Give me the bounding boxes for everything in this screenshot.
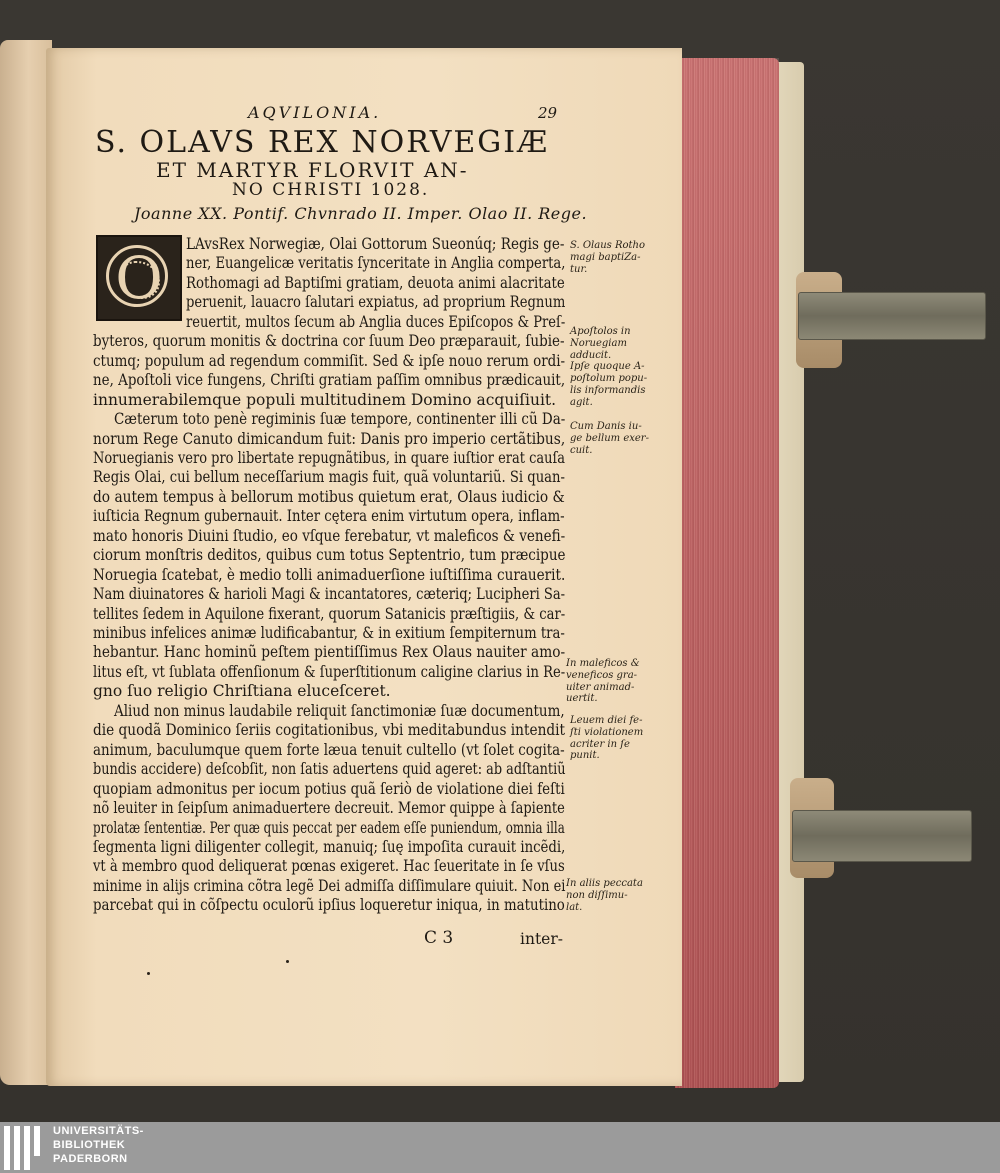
body-line: byteros, quorum monitis & doctrina cor ſuum Deo præparauit, ſubie-: [93, 332, 565, 351]
marginal-note-line: cuit.: [570, 444, 593, 456]
library-footer: [0, 1122, 1000, 1173]
body-line: parcebat qui in cõſpectu oculorũ ipſius loqueretur iniqua, in matutino: [93, 896, 565, 915]
marginal-note-line: punit.: [570, 750, 600, 762]
body-line: die quodã Dominico ſeriis cogitationibus, vbi meditabundus intendit: [93, 721, 565, 740]
marginal-note-line: Cum Danis iu-: [570, 421, 642, 432]
marginal-note-line: ſti violationem: [570, 726, 644, 738]
body-line: Noruegia ſcatebat, è medio tolli animaduerſione iuſtiſſima curauerit.: [93, 565, 566, 584]
body-line: ſegmenta ligni diligenter collegit, manuiq; ſuę impoſita curauit incẽdi,: [93, 837, 566, 856]
catchword: inter-: [520, 930, 563, 948]
marginal-note-line: In aliis peccata: [566, 878, 643, 889]
marginal-note-line: uertit.: [566, 693, 598, 705]
body-line: gno ſuo religio Chriſtiana eluceſceret.: [93, 682, 391, 701]
body-line: hebantur. Hanc hominũ peſtem pientiſſimus Rex Olaus nauiter amo-: [93, 643, 566, 662]
marginal-note-line: tur.: [570, 263, 588, 275]
library-name-line-2: BIBLIOTHEK: [53, 1139, 126, 1151]
library-name-line-1: UNIVERSITÄTS-: [53, 1125, 144, 1137]
marginal-note-line: magi baptiZa-: [570, 251, 641, 263]
body-line: peruenit, lauacro ſalutari expiatus, ad proprium Regnum: [186, 293, 566, 312]
body-line: ne, Apoſtoli vice fungens, Chriſti gratiam paſſim omnibus prædicauit,: [93, 371, 566, 390]
initial-letter: O: [115, 244, 163, 312]
body-line: prolatæ ſententiæ. Per quæ quis peccat per eadem eſſe puniendum, omnia illa: [93, 818, 565, 837]
marginal-note-line: veneficos gra-: [566, 669, 638, 681]
marginal-note-line: Ipſe quoque A-: [570, 361, 645, 373]
body-line: reuertit, multos ſecum ab Anglia duces Epiſcopos & Preſ-: [186, 312, 566, 331]
marginal-note-line: lat.: [566, 901, 583, 913]
signature-mark: C 3: [424, 928, 454, 948]
body-line: vt à membro quod deliquerat pœnas exigeret. Hac ſeueritate in ſe vſus: [93, 857, 565, 876]
body-line: minime in alijs crimina cõtra legẽ Dei admiſſa diſſimulare quiuit. Non ei: [93, 876, 566, 895]
red-page-edges: [675, 58, 779, 1088]
marginal-note-line: Noruegiam: [570, 337, 627, 349]
ink-speck: [286, 960, 289, 963]
body-line: nõ leuiter in ſeipſum animaduertere decreuit. Memor quippe à ſapiente: [93, 799, 565, 818]
body-line: Nam diuinatores & harioli Magi & incantatores, cæteriq; Lucipheri Sa-: [93, 585, 566, 604]
body-line: animum, baculumque quem forte læua tenuit cultello (vt ſolet cogita-: [93, 740, 565, 759]
marginal-note-line: In maleficos &: [566, 658, 640, 669]
lower-clasp: [792, 810, 972, 862]
marginal-note-line: Apoſtolos in: [570, 326, 631, 337]
marginal-note-line: acriter in ſe: [570, 738, 630, 750]
page-number: 29: [538, 104, 558, 122]
body-line: litus eſt, vt ſublata offenſionum & ſuperſtitionum caligine clarius in Re-: [93, 662, 566, 681]
body-line: quopiam admonitus per iocum potius quã ſeriò de violatione diei feſti: [93, 779, 565, 798]
body-line: do autem tempus à bellorum motibus quietum erat, Olaus iudicio &: [93, 487, 565, 506]
body-line: iuſticia Regnum gubernauit. Inter cętera enim virtutum opera, inflam-: [93, 507, 565, 526]
body-line: Regis Olai, cui bellum neceſſarium magis fuit, quã voluntariũ. Si quan-: [93, 468, 565, 487]
marginal-note-line: ge bellum exer-: [570, 432, 649, 444]
marginal-note-line: Leuem diei fe-: [570, 715, 643, 726]
body-line: innumerabilemque populi multitudinem Domino acquiſiuit.: [93, 390, 557, 409]
title-line-2: ET MARTYR FLORVIT AN-: [156, 158, 469, 182]
body-line: bundis accidere) deſcobſit, non ſatis aduertens quid ageret: ab adſtantiũ: [93, 760, 566, 779]
reign-line: Joanne XX. Pontif. Chvnrado II. Imper. Olao II. Rege.: [134, 204, 588, 223]
body-line: Cæterum toto penè regiminis ſuæ tempore, continenter illi cũ Da-: [114, 410, 566, 429]
marginal-note-line: S. Olaus Rotho: [570, 240, 645, 251]
body-line: ciorum monſtris deditos, quibus cum totus Septentrio, tum præcipue: [93, 546, 566, 565]
marginal-note-line: poſtolum popu-: [570, 373, 648, 385]
left-page-edge: [0, 40, 52, 1085]
marginal-note-line: uiter animad-: [566, 681, 635, 693]
marginal-note-line: agit.: [570, 396, 593, 408]
body-line: mato honoris Diuini ſtudio, eo vſque ferebatur, vt maleficos & venefi-: [93, 526, 566, 545]
title-line-3: NO CHRISTI 1028.: [232, 180, 430, 200]
library-logo-icon: [4, 1126, 46, 1170]
body-line: minibus infelices animæ ludificabantur, & in exitium ſempiternum tra-: [93, 624, 565, 642]
body-line: tellites ſedem in Aquilone fixerant, quorum Satanicis præſtigiis, & car-: [93, 604, 566, 623]
library-name-line-3: PADERBORN: [53, 1153, 128, 1165]
marginal-note-line: lis informandis: [570, 385, 646, 396]
running-head: AQVILONIA.: [248, 103, 382, 122]
body-line: Aliud non minus laudabile reliquit ſanctimoniæ ſuæ documentum,: [114, 701, 565, 720]
title-line-1: S. OLAVS REX NORVEGIÆ: [95, 125, 550, 160]
marginal-note-line: non diſſimu-: [566, 889, 628, 901]
body-line: Rothomagi ad Baptiſmi gratiam, deuota animi alacritate: [186, 273, 565, 292]
body-line: norum Rege Canuto dimicandum fuit: Danis pro imperio certãtibus,: [93, 429, 566, 448]
decorated-initial: [96, 235, 182, 321]
body-line: ner, Euangelicæ veritatis ſynceritate in Anglia comperta,: [186, 254, 566, 273]
body-line: ctumq; populum ad regendum commiſit. Sed & ipſe nouo rerum ordi-: [93, 351, 566, 370]
marginal-note-line: adducit.: [570, 349, 612, 361]
ink-speck: [147, 972, 150, 975]
body-line: Noruegianis vero pro libertate repugnãtibus, in quare iuſtior erat cauſa: [93, 448, 566, 467]
body-line: LAvsRex Norwegiæ, Olai Gottorum Sueonúq; Regis ge-: [186, 235, 565, 253]
upper-clasp: [798, 292, 986, 340]
